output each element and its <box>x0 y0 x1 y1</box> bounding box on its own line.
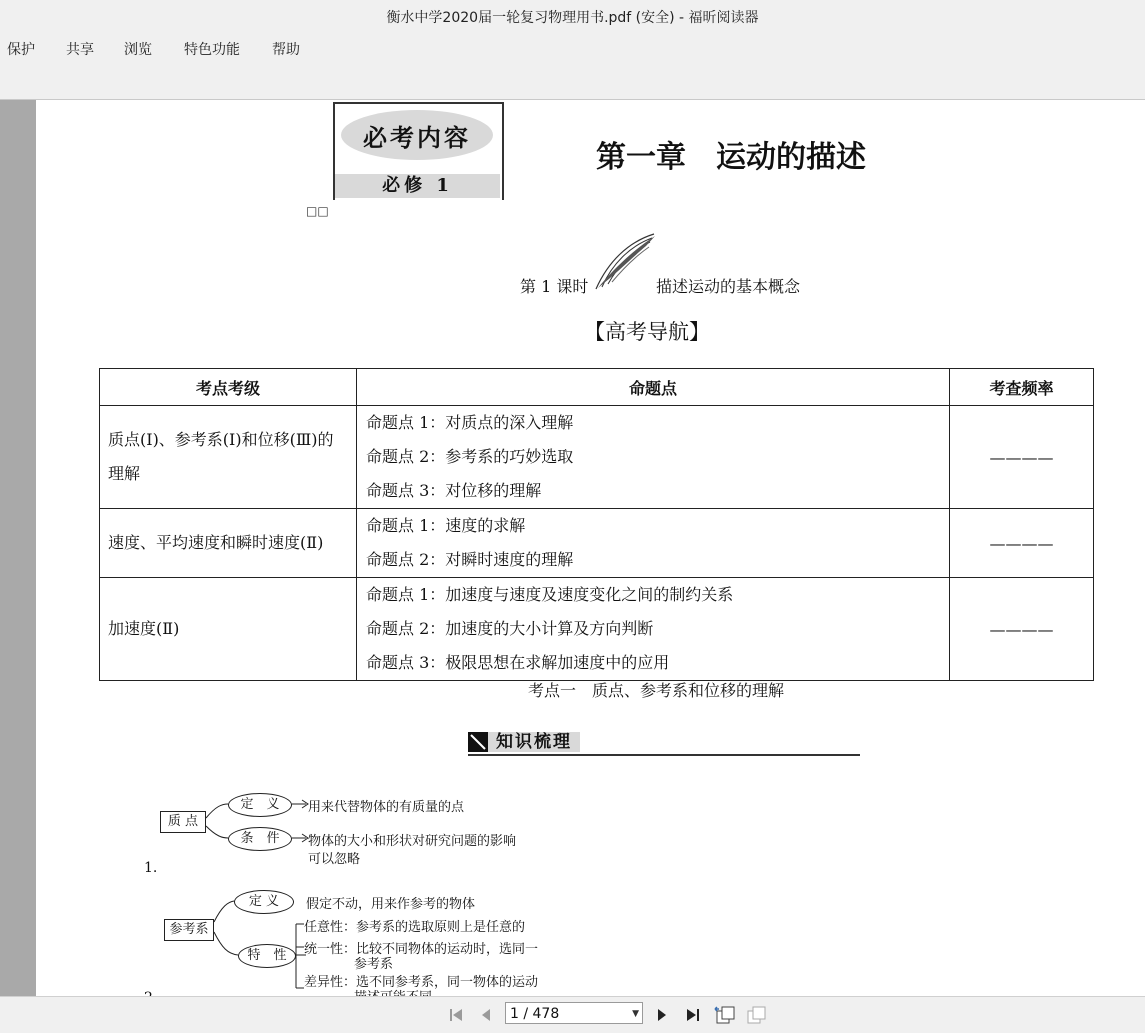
menu-features[interactable]: 特色功能 <box>184 42 240 58</box>
definition-text: 用来代替物体的有质量的点 <box>308 800 465 815</box>
point-item: 命题点 1：加速度与速度及速度变化之间的制约关系 <box>366 585 734 604</box>
first-page-button[interactable] <box>446 1005 468 1025</box>
menu-protect[interactable]: 保护 <box>7 42 35 58</box>
prev-page-button[interactable] <box>475 1005 497 1025</box>
point-item: 命题点 3：对位移的理解 <box>366 481 542 500</box>
corner-mark-icon <box>468 732 488 752</box>
page-dropdown-icon[interactable]: ▼ <box>632 1009 639 1019</box>
particle-concept-diagram <box>156 788 576 868</box>
table-row <box>100 406 1094 509</box>
next-view-button[interactable] <box>745 1005 767 1025</box>
trait-uniformity-line1: 统一性：比较不同物体的运动时，选同一 <box>304 942 539 957</box>
header-topic: 考点考级 <box>100 369 357 406</box>
next-page-icon <box>655 1007 669 1023</box>
points-cell <box>357 406 950 509</box>
title-bar <box>0 0 1145 32</box>
page-number-input[interactable] <box>505 1002 643 1024</box>
frequency-cell: ———— <box>950 578 1094 681</box>
exam-guide-heading: 【高考导航】 <box>584 320 710 344</box>
document-page[interactable] <box>36 100 1145 996</box>
header-frequency: 考查频率 <box>950 369 1094 406</box>
menu-view[interactable]: 浏览 <box>124 42 152 58</box>
topic-cell: 速度、平均速度和瞬时速度(Ⅱ) <box>100 509 357 578</box>
trait-arbitrary: 任意性：参考系的选取原则上是任意的 <box>304 920 526 935</box>
placeholder-glyphs: □□ <box>306 204 329 218</box>
topic-cell: 加速度(Ⅱ) <box>100 578 357 681</box>
definition-text: 假定不动，用来作参考的物体 <box>306 897 476 912</box>
branch-condition: 条 件 <box>228 827 292 851</box>
point-item: 命题点 2：对瞬时速度的理解 <box>366 550 574 569</box>
list-number: 1. <box>144 860 158 876</box>
reference-frame-diagram <box>160 888 580 996</box>
points-cell <box>357 578 950 681</box>
chapter-title: 第一章 运动的描述 <box>596 140 866 175</box>
window-title: 衡水中学2020届一轮复习物理用书.pdf (安全) - 福昕阅读器 <box>386 10 759 26</box>
point-item: 命题点 2：加速度的大小计算及方向判断 <box>366 619 654 638</box>
lesson-title: 描述运动的基本概念 <box>656 277 801 296</box>
trait-difference-line1: 差异性：选不同参考系，同一物体的运动 <box>304 975 539 990</box>
root-particle: 质 点 <box>160 811 206 833</box>
menu-help[interactable]: 帮助 <box>272 42 300 58</box>
point-item: 命题点 2：参考系的巧妙选取 <box>366 447 574 466</box>
table-header-row <box>100 369 1094 406</box>
menu-share[interactable]: 共享 <box>66 42 94 58</box>
page-navigation-bar <box>0 996 1145 1033</box>
table-row <box>100 578 1094 681</box>
header-points: 命题点 <box>357 369 950 406</box>
knowledge-header <box>468 732 860 756</box>
left-side-panel[interactable] <box>0 100 36 996</box>
topic-cell: 质点(Ⅰ)、参考系(Ⅰ)和位移(Ⅲ)的理解 <box>100 406 357 509</box>
point-item: 命题点 1：对质点的深入理解 <box>366 413 574 432</box>
first-page-icon <box>448 1007 466 1023</box>
feather-decoration-icon <box>594 232 656 290</box>
next-page-button[interactable] <box>651 1005 673 1025</box>
badge-bottom-label: 必修 1 <box>335 174 500 198</box>
ribbon-area <box>0 62 1145 100</box>
exam-points-table <box>99 368 1094 681</box>
last-page-button[interactable] <box>681 1005 703 1025</box>
lesson-number: 第 1 课时 <box>520 277 589 296</box>
knowledge-header-label: 知识梳理 <box>488 732 580 752</box>
section-heading: 考点一 质点、参考系和位移的理解 <box>528 681 785 700</box>
root-reference-frame: 参考系 <box>164 919 214 941</box>
frequency-cell: ———— <box>950 406 1094 509</box>
menu-bar <box>0 32 1145 62</box>
trait-uniformity-line2: 参考系 <box>354 957 394 972</box>
required-content-badge <box>333 102 504 200</box>
next-view-icon <box>745 1005 767 1025</box>
prev-view-icon <box>714 1005 736 1025</box>
branch-traits: 特 性 <box>238 944 296 968</box>
point-item: 命题点 3：极限思想在求解加速度中的应用 <box>366 653 670 672</box>
points-cell <box>357 509 950 578</box>
point-item: 命题点 1：速度的求解 <box>366 516 526 535</box>
last-page-icon <box>683 1007 701 1023</box>
badge-top-label: 必考内容 <box>341 110 493 160</box>
page-indicator: 1 / 478 <box>510 1006 560 1022</box>
prev-page-icon <box>479 1007 493 1023</box>
condition-text-line2: 可以忽略 <box>308 852 361 867</box>
previous-view-button[interactable] <box>714 1005 736 1025</box>
branch-definition: 定 义 <box>234 890 294 914</box>
frequency-cell: ———— <box>950 509 1094 578</box>
condition-text-line1: 物体的大小和形状对研究问题的影响 <box>308 834 517 849</box>
table-row <box>100 509 1094 578</box>
branch-definition: 定 义 <box>228 793 292 817</box>
